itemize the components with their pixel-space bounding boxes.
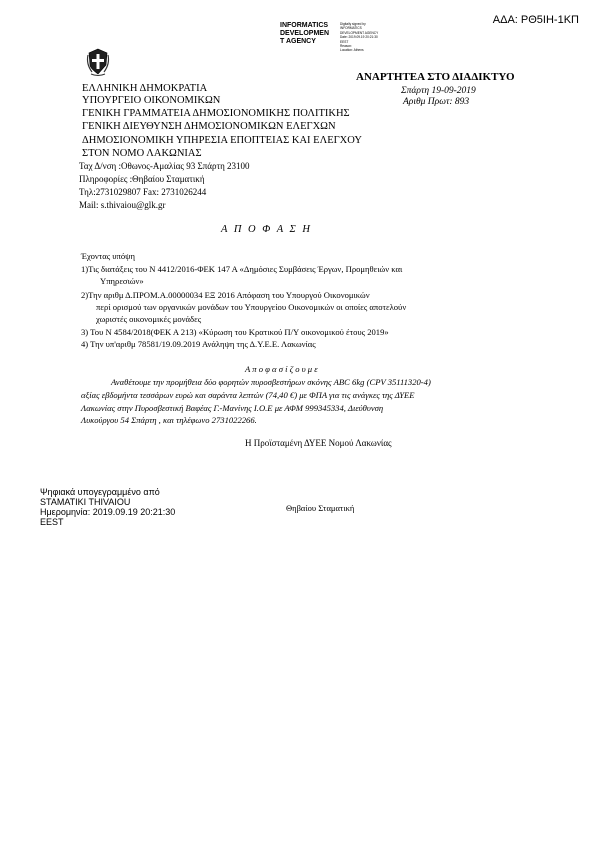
document-date: Σπάρτη 19-09-2019 (401, 86, 476, 96)
decision-title: Α Π Ο Φ Α Σ Η (221, 224, 312, 235)
contact-mail: Mail: s.thivaiou@glk.gr (79, 200, 166, 210)
greek-emblem-icon (85, 46, 111, 78)
contact-address: Ταχ Δ/νση :Οθωνος-Αμαλίας 93 Σπάρτη 23100 (79, 161, 250, 171)
considering-item: 3) Του Ν 4584/2018(ΦΕΚ Α 213) «Κύρωση του Κρατικού Π/Υ οικονομικού έτους 2019» (81, 327, 389, 337)
ida-small-line: INFORMATICS (340, 26, 362, 31)
contact-info: Πληροφορίες :Θηβαίου Σταματική (79, 174, 205, 184)
protocol-number: Αριθμ Πρωτ: 893 (403, 97, 470, 107)
header-line: ΔΗΜΟΣΙΟΝΟΜΙΚΗ ΥΠΗΡΕΣΙΑ ΕΠΟΠΤΕΙΑΣ ΚΑΙ ΕΛΕΓΧΟΥ (82, 135, 362, 146)
internet-notice: ΑΝΑΡΤΗΤΕΑ ΣΤΟ ΔΙΑΔΙΚΤΥΟ (356, 71, 515, 83)
considering-item: 1)Τις διατάξεις του Ν 4412/2016-ΦΕΚ 147 Α «Δημόσιες Συμβάσεις Έργων, Προμηθειών και (81, 264, 403, 274)
ida-signature-details (340, 22, 378, 53)
ida-small-line: Reason: (340, 44, 352, 49)
ida-line: INFORMATICS (280, 22, 329, 29)
header-line: ΥΠΟΥΡΓΕΙΟ ΟΙΚΟΝΟΜΙΚΩΝ (82, 95, 221, 106)
decide-line: Αναθέτουμε την προμήθεια δύο φορητών πυροσβεστήρων σκόνης ABC 6kg (CPV 35111320-4) (111, 377, 431, 387)
header-line: ΣΤΟΝ ΝΟΜΟ ΛΑΚΩΝΙΑΣ (82, 148, 202, 159)
ida-line: T AGENCY (280, 38, 316, 45)
signatory-name: Θηβαίου Σταματική (286, 503, 355, 513)
decide-line: Λακωνίας στην Πυροσβεστική Βαφέας Γ.-Μανίνης Ι.Ο.Ε με ΑΦΜ 999345334, Διεύθυνση (81, 403, 384, 413)
considering-item: χωριστές οικονομικές μονάδες (96, 314, 202, 324)
header-line: ΓΕΝΙΚΗ ΓΡΑΜΜΑΤΕΙΑ ΔΗΜΟΣΙΟΝΟΜΙΚΗΣ ΠΟΛΙΤΙΚΗΣ (82, 108, 350, 119)
considering-item: 2)Την αριθμ Δ.ΠΡΟΜ.Α.00000034 ΕΞ 2016 Απόφαση του Υπουργού Οικονομικών (81, 290, 370, 300)
digital-signature-line: Ημερομηνία: 2019.09.19 20:21:30 (40, 507, 176, 517)
header-line: ΓΕΝΙΚΗ ΔΙΕΥΘΥΝΣΗ ΔΗΜΟΣΙΟΝΟΜΙΚΩΝ ΕΛΕΓΧΩΝ (82, 121, 336, 132)
considering-item: Υπηρεσιών» (100, 276, 144, 286)
digital-signature-line: EEST (40, 517, 64, 527)
considering-item: περί ορισμού των οργανικών μονάδων του Υπουργείου Οικονομικών οι οποίες αποτελούν (96, 302, 407, 312)
contact-phone: Τηλ:2731029807 Fax: 2731026244 (79, 187, 207, 197)
ida-small-line: Location: Athens (340, 48, 364, 53)
considering-item: 4) Την υπ'αριθμ 78581/19.09.2019 Ανάληψη της Δ.Υ.Ε.Ε. Λακωνίας (81, 339, 316, 349)
ida-line: DEVELOPMEN (280, 30, 330, 37)
decide-heading: Α π ο φ α σ ί ζ ο υ μ ε (245, 364, 318, 374)
header-line: ΕΛΛΗΝΙΚΗ ΔΗΜΟΚΡΑΤΙΑ (82, 83, 208, 94)
ida-small-line: DEVELOPMENT AGENCY (340, 30, 379, 35)
ida-small-line: Digitally signed by (340, 22, 366, 26)
decide-line: αξίας εβδομήντα τεσσάρων ευρώ και σαράντα λεπτών (74,40 €) με ΦΠΑ για τις ανάγκες της ΔΥΕΕ (81, 390, 415, 400)
signatory-title: Η Προϊσταμένη ΔΥΕΕ Νομού Λακωνίας (245, 438, 392, 448)
ida-small-line: EEST (340, 39, 349, 44)
decide-line: Λυκούργου 54 Σπάρτη , και τηλέφωνο 2731022266. (81, 415, 257, 425)
digital-signature-line: Ψηφιακά υπογεγραμμένο από (40, 487, 160, 497)
ida-small-line: Date: 2019.09.19 20:21:30 (340, 35, 378, 40)
ida-stamp (280, 22, 329, 46)
considering-heading: Έχοντας υπόψη (81, 251, 136, 261)
ada-code: ΑΔΑ: ΡΘ5ΙΗ-1ΚΠ (492, 14, 579, 26)
digital-signature-line: STAMATIKI THIVAIOU (40, 497, 131, 507)
